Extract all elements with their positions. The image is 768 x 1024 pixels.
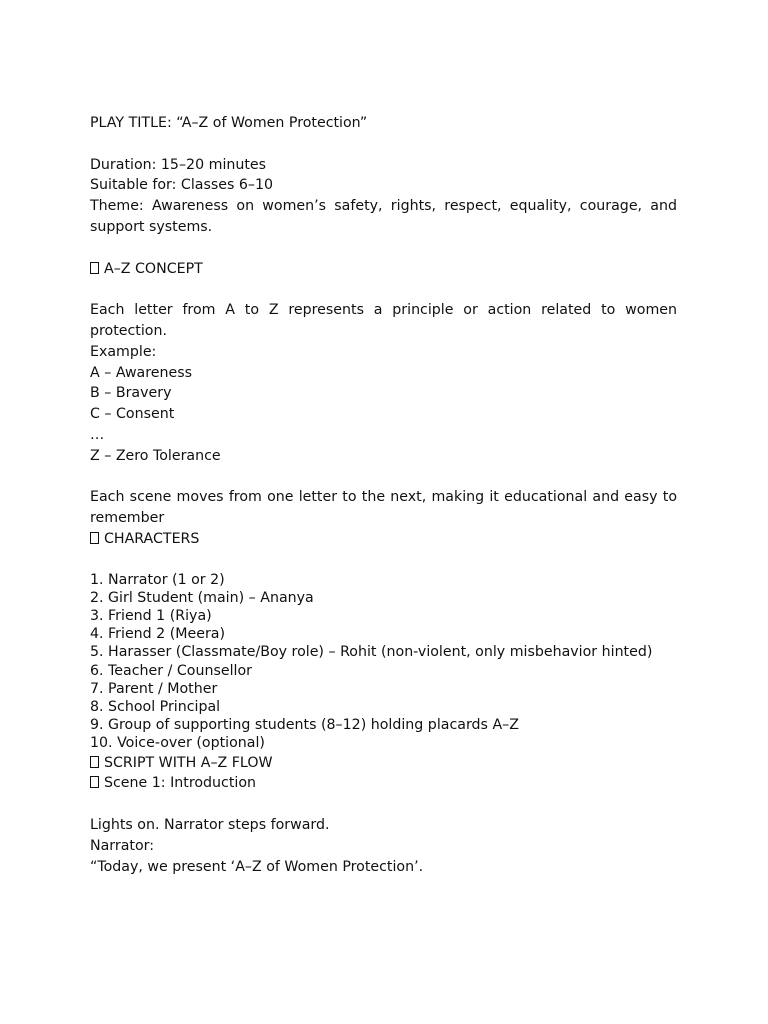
character-item: 8. School Principal <box>90 698 221 715</box>
spacer <box>90 134 677 155</box>
character-item: 10. Voice-over (optional) <box>90 735 265 752</box>
scene1-heading <box>90 773 677 794</box>
example-label: Example: <box>90 343 157 360</box>
example-item: A – Awareness <box>90 364 192 381</box>
example-item: C – Consent <box>90 406 175 423</box>
example-ellipsis: … <box>90 426 105 443</box>
concept-paragraph: Each letter from A to Z represents a principle or action related to women protection. <box>90 302 677 339</box>
characters-heading <box>90 529 677 550</box>
missing-glyph-icon <box>90 756 99 768</box>
stage-direction: Lights on. Narrator steps forward. <box>90 816 330 833</box>
duration-line: Duration: 15–20 minutes <box>90 156 267 173</box>
character-item: 7. Parent / Mother <box>90 680 218 697</box>
example-item: Z – Zero Tolerance <box>90 447 221 464</box>
scene-paragraph: Each scene moves from one letter to the next, making it educational and easy to remember <box>90 489 677 527</box>
concept-heading-text: A–Z CONCEPT <box>104 260 203 277</box>
script-heading-text: SCRIPT WITH A–Z FLOW <box>104 754 273 771</box>
character-item: 4. Friend 2 (Meera) <box>90 626 226 643</box>
spacer <box>90 238 677 259</box>
character-item: 6. Teacher / Counsellor <box>90 662 252 679</box>
characters-heading-text: CHARACTERS <box>104 530 200 547</box>
play-title: PLAY TITLE: “A–Z of Women Protection” <box>90 115 368 131</box>
scene1-heading-text: Scene 1: Introduction <box>104 775 256 792</box>
spacer <box>90 279 677 300</box>
concept-heading <box>90 259 677 280</box>
narrator-line: “Today, we present ‘A–Z of Women Protection’. <box>90 858 424 875</box>
example-item: B – Bravery <box>90 385 172 402</box>
character-item: 5. Harasser (Classmate/Boy role) – Rohit (non-violent, only misbehavior hinted) <box>90 644 653 661</box>
theme-paragraph: Theme: Awareness on women’s safety, rights, respect, equality, courage, and support systems. <box>90 198 677 235</box>
script-heading <box>90 753 677 774</box>
character-item: 2. Girl Student (main) – Ananya <box>90 589 314 606</box>
missing-glyph-icon <box>90 262 99 274</box>
character-item: 3. Friend 1 (Riya) <box>90 607 212 624</box>
missing-glyph-icon <box>90 776 99 788</box>
missing-glyph-icon <box>90 532 99 544</box>
character-item: 9. Group of supporting students (8–12) holding placards A–Z <box>90 717 519 734</box>
narrator-label: Narrator: <box>90 837 155 854</box>
document-page <box>90 113 677 877</box>
character-item: 1. Narrator (1 or 2) <box>90 571 225 588</box>
spacer <box>90 550 677 571</box>
spacer <box>90 794 677 815</box>
suitable-line: Suitable for: Classes 6–10 <box>90 177 274 194</box>
spacer <box>90 467 677 488</box>
